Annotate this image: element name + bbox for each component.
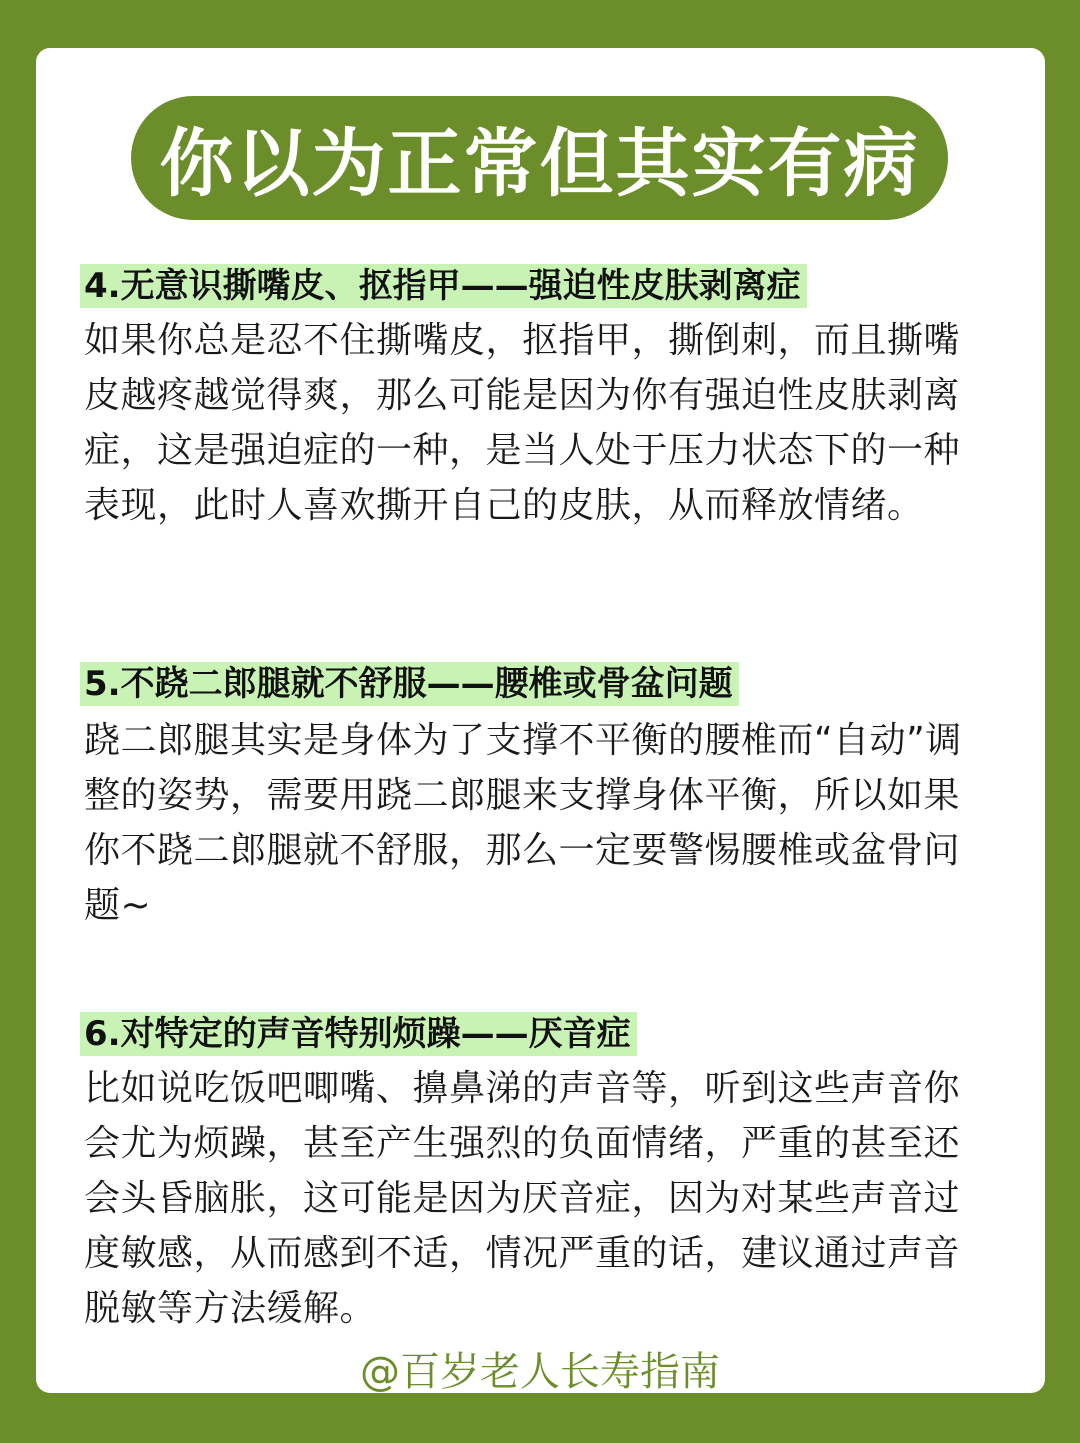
section-body-4: 如果你总是忍不住撕嘴皮，抠指甲，撕倒刺，而且撕嘴皮越疼越觉得爽，那么可能是因为你有强迫性皮肤剥离症，这是强迫症的一种，是当人处于压力状态下的一种表现，此时人喜欢撕开自己的皮肤，从而释放情绪。 bbox=[84, 320, 961, 526]
page-title: 你以为正常但其实有病 bbox=[159, 121, 920, 207]
section-heading-4: 4.无意识撕嘴皮、抠指甲——强迫性皮肤剥离症 bbox=[80, 264, 807, 308]
title-banner bbox=[131, 96, 948, 220]
section-heading-5: 5.不跷二郎腿就不舒服——腰椎或骨盆问题 bbox=[80, 662, 739, 706]
author-watermark: @百岁老人长寿指南 bbox=[360, 1349, 720, 1395]
section-heading-6: 6.对特定的声音特别烦躁——厌音症 bbox=[80, 1012, 637, 1056]
section-body-5: 跷二郎腿其实是身体为了支撑不平衡的腰椎而“自动”调整的姿势，需要用跷二郎腿来支撑身体平衡，所以如果你不跷二郎腿就不舒服，那么一定要警惕腰椎或盆骨问题~ bbox=[84, 720, 962, 926]
section-body-6: 比如说吃饭吧唧嘴、擤鼻涕的声音等，听到这些声音你会尤为烦躁，甚至产生强烈的负面情绪，严重的甚至还会头昏脑胀，这可能是因为厌音症，因为对某些声音过度敏感，从而感到不适，情况严重的话，建议通过声音脱敏等方法缓解。 bbox=[84, 1068, 961, 1329]
